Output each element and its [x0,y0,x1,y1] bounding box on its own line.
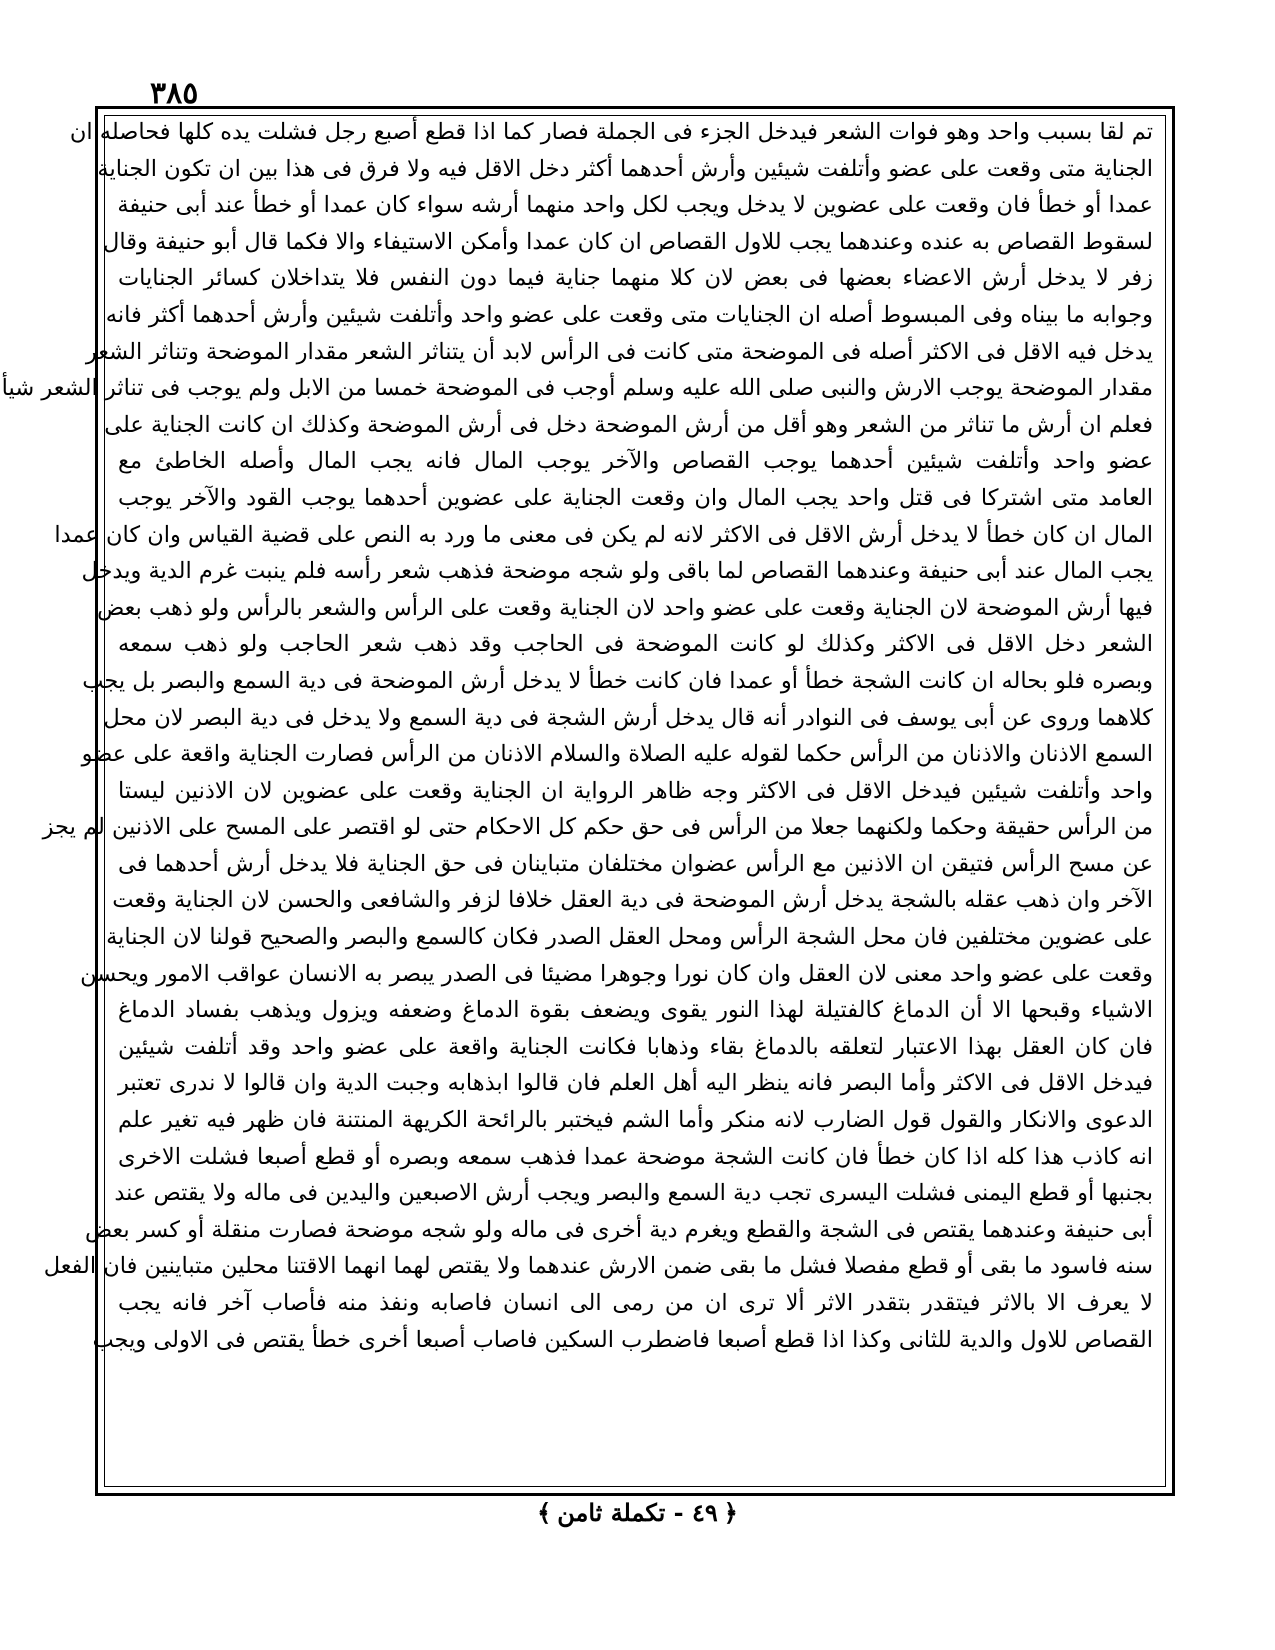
text-line: لا يعرف الا بالاثر فيتقدر بتقدر الاثر ألا ترى ان من رمى الى انسان فاصابه ونفذ منه فأصاب آخر فانه يجب [118,1290,1153,1316]
page-number: ٣٨٥ [150,76,199,111]
body-text [1,114,1153,1489]
text-line: يجب المال عند أبى حنيفة وعندهما القصاص لما باقى ولو شجه موضحة فذهب شعر رأسه فلم ينبت غرم الدية ويدخل [81,558,1153,585]
footer-signature [0,1498,1275,1527]
text-line: يدخل فيه الاقل فى الاكثر أصله فى الموضحة متى كانت فى الرأس لابد أن يتناثر الشعر مقدار الموضحة وتناثر الشعر [85,338,1153,365]
ornament-right: ﴾ [537,1498,552,1527]
ornament-left: ﴿ [723,1498,738,1527]
text-line: وبصره فلو بحاله ان كانت الشجة خطأ أو عمدا فان كانت خطأ لا يدخل أرش الموضحة فى دية السمع والبصر بل يجب [82,667,1153,694]
text-line: أبى حنيفة وعندهما يقتص فى الشجة والقطع ويغرم دية أخرى فى ماله ولو شجه موضحة فصارت منقلة أو كسر بعض [84,1216,1153,1243]
text-line: على عضوين مختلفين فان محل الشجة الرأس ومحل العقل الصدر فكان كالسمع والبصر والصحيح قولنا لان الجناية [106,924,1153,951]
text-line: وقعت على عضو واحد معنى لان العقل وان كان نورا وجوهرا مضيئا فى الصدر يبصر به الانسان عواقب الامور ويحسن [80,960,1153,987]
text-line: سنه فاسود ما بقى أو قطع مفصلا فشل ما بقى ضمن الارش عندهما ولا يقتص لهما انهما الاقتنا محلين متباينين فان الفعل [43,1253,1153,1280]
text-line: العامد متى اشتركا فى قتل واحد يجب المال وان وقعت الجناية على عضوين أحدهما يوجب القود والآخر يوجب [118,484,1153,511]
text-line: الجناية متى وقعت على عضو وأتلفت شيئين وأرش أحدهما أكثر دخل الاقل فيه ولا فرق فى هذا بين ان تكون الجناية [97,155,1153,182]
text-line: عضو واحد وأتلفت شيئين أحدهما يوجب القصاص والآخر يوجب المال فانه يجب المال وأصله الخاطئ مع [118,448,1153,475]
text-line: فيها أرش الموضحة لان الجناية وقعت على عضو واحد لان الجناية وقعت على الرأس والشعر بالرأس ولو ذهب بعض [97,594,1153,621]
signature-text: ٤٩ - تكملة ثامن [557,1498,718,1527]
text-line: لسقوط القصاص به عنده وعندهما يجب للاول القصاص ان كان عمدا وأمكن الاستيفاء والا فكما قال أبو حنيفة وقال [103,228,1153,255]
text-line: السمع الاذنان والاذنان من الرأس حكما لقوله عليه الصلاة والسلام الاذنان من الرأس فصارت الجناية واقعة على عضو [81,741,1153,768]
text-line: وجوابه ما بيناه وفى المبسوط أصله ان الجنايات متى وقعت على عضو واحد وأتلفت شيئين وأرش أحدهما أكثر فانه [105,301,1153,328]
text-line: زفر لا يدخل أرش الاعضاء بعضها فى بعض لان كلا منهما جناية فيما دون النفس فلا يتداخلان كسائر الجنايات [118,265,1153,292]
text-line: مقدار الموضحة يوجب الارش والنبى صلى الله عليه وسلم أوجب فى الموضحة خمسا من الابل ولم يوجب فى تناثر الشعر شيأ [1,375,1153,402]
text-line: فعلم ان أرش ما تناثر من الشعر وهو أقل من أرش الموضحة دخل فى أرش الموضحة وكذلك ان كانت الجناية على [104,411,1153,438]
text-line: الدعوى والانكار والقول قول الضارب لانه منكر وأما الشم فيختبر بالرائحة الكريهة المنتنة فان ظهر فيه تغير علم [118,1107,1153,1134]
text-line: الاشياء وقبحها الا أن الدماغ كالفتيلة لهذا النور يقوى ويضعف بقوة الدماغ وضعفه ويزول ويذهب بفساد الدماغ [118,997,1153,1024]
text-line: واحد وأتلفت شيئين فيدخل الاقل فى الاكثر وجه ظاهر الرواية ان الجناية وقعت على عضوين لان الاذنين ليستا [118,777,1153,804]
text-line: الآخر وان ذهب عقله بالشجة يدخل أرش الموضحة فى دية العقل خلافا لزفر والشافعى والحسن لان الجناية وقعت [112,887,1153,914]
text-line: من الرأس حقيقة وحكما ولكنهما جعلا من الرأس فى حق حكم كل الاحكام حتى لو اقتصر على المسح على الاذنين لم يجز [42,814,1153,841]
text-line: انه كاذب هذا كله اذا كان خطأ فان كانت الشجة موضحة عمدا فذهب سمعه وبصره أو قطع أصبعا فشلت الاخرى [118,1143,1153,1170]
text-line: فان كان العقل بهذا الاعتبار لتعلقه بالدماغ بقاء وذهابا فكانت الجناية واقعة على عضو واحد وقد أتلفت شيئين [118,1033,1153,1060]
text-line: كلاهما وروى عن أبى يوسف فى النوادر أنه قال يدخل أرش الشجة فى دية السمع ولا يدخل فى دية البصر لان محل [103,704,1153,731]
text-line: فيدخل الاقل فى الاكثر وأما البصر فانه ينظر اليه أهل العلم فان قالوا ابذهابه وجبت الدية وان قالوا لا ندرى تعتبر [118,1070,1153,1097]
text-line: المال ان كان خطأ لا يدخل أرش الاقل فى الاكثر لانه لم يكن فى معنى ما ورد به النص على قضية القياس وان كان عمدا [54,521,1153,548]
text-line: عن مسح الرأس فتيقن ان الاذنين مع الرأس عضوان مختلفان متباينان فى حق الجناية فلا يدخل أرش أحدهما فى [118,850,1153,877]
text-line: بجنبها أو قطع اليمنى فشلت اليسرى تجب دية السمع والبصر ويجب أرش الاصبعين واليدين فى ماله ولا يقتص عند [114,1180,1153,1207]
text-line: عمدا أو خطأ فان وقعت على عضوين لا يدخل ويجب لكل واحد منهما أرشه سواء كان عمدا أو خطأ عند أبى حنيفة [117,192,1153,219]
text-line: تم لقا بسبب واحد وهو فوات الشعر فيدخل الجزء فى الجملة فصار كما اذا قطع أصبع رجل فشلت يده كلها فحاصله ان [69,119,1153,145]
text-line: القصاص للاول والدية للثانى وكذا اذا قطع أصبعا فاضطرب السكين فاصاب أصبعا أخرى خطأ يقتص فى الاولى ويجب [92,1326,1153,1353]
text-line: الشعر دخل الاقل فى الاكثر وكذلك لو كانت الموضحة فى الحاجب وقد ذهب شعر الحاجب ولو ذهب سمعه [118,631,1153,658]
